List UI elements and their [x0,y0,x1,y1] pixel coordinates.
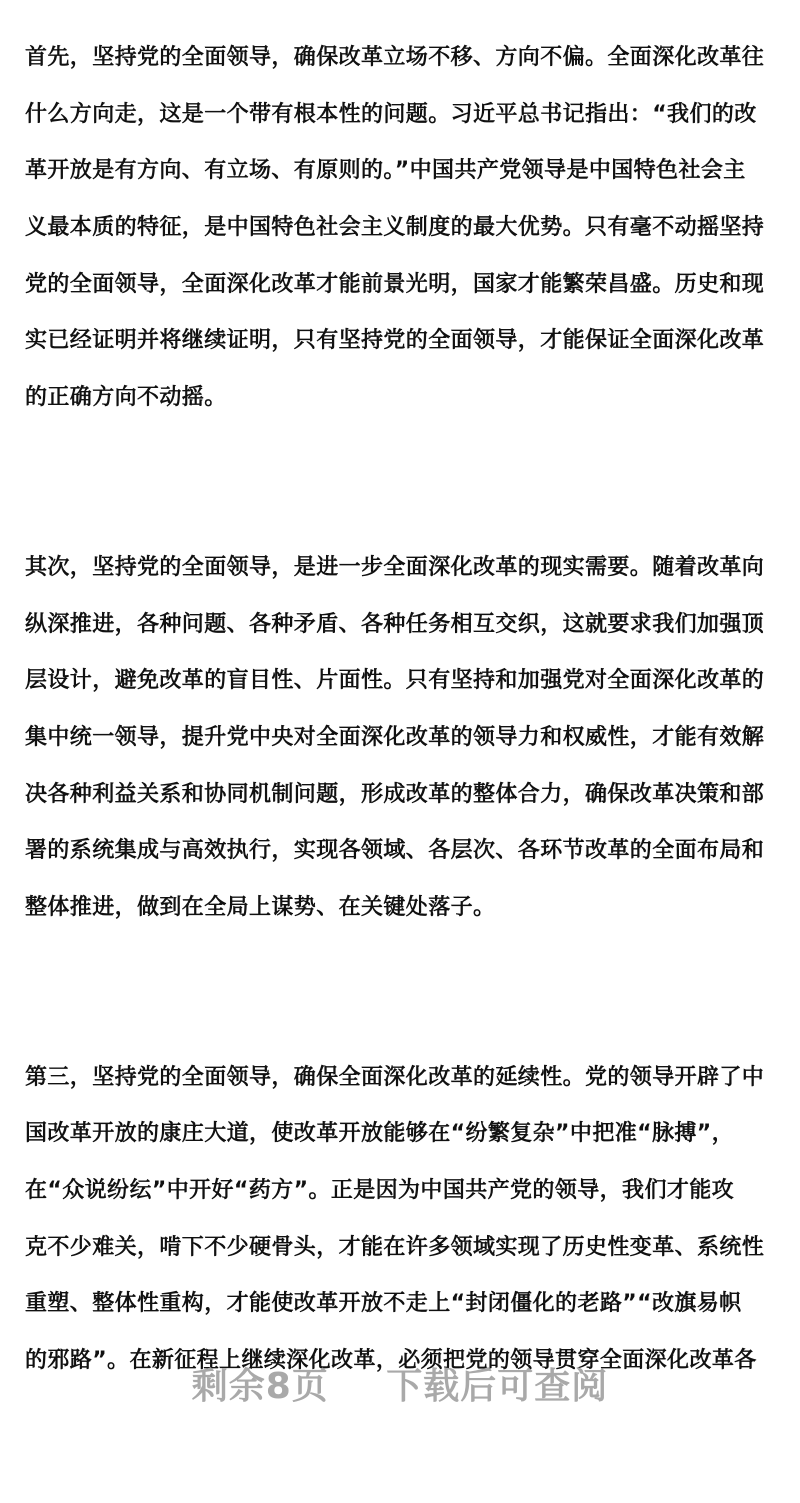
text-line: 整体推进，做到在全局上谋势、在关键处落子。 [25,894,496,920]
remaining-pages-label: 剩余8页 [191,1366,329,1407]
text-line: 重塑、整体性重构，才能使改革开放不走上“封闭僵化的老路”“改旗易帜 [25,1291,742,1317]
text-line: 第三，坚持党的全面领导，确保全面深化改革的延续性。党的领导开辟了中 [25,1064,765,1090]
text-line: 克不少难关，啃下不少硬骨头，才能在许多领域实现了历史性变革、系统性 [25,1234,765,1260]
text-line: 国改革开放的康庄大道，使改革开放能够在“纷繁复杂”中把准“脉搏”， [25,1121,735,1147]
text-line: 集中统一领导，提升党中央对全面深化改革的领导力和权威性，才能有效解 [25,724,765,750]
text-line: 什么方向走，这是一个带有根本性的问题。习近平总书记指出：“我们的改 [25,101,757,127]
text-line: 的正确方向不动摇。 [25,385,227,411]
text-line: 实已经证明并将继续证明，只有坚持党的全面领导，才能保证全面深化改革 [25,328,765,354]
document-body [25,30,785,1503]
text-line: 义最本质的特征，是中国特色社会主义制度的最大优势。只有毫不动摇坚持 [25,215,765,241]
text-line: 首先，坚持党的全面领导，确保改革立场不移、方向不偏。全面深化改革往 [25,45,765,70]
paragraph [25,540,785,937]
text-line: 革开放是有方向、有立场、有原则的。”中国共产党领导是中国特色社会主 [25,158,746,184]
text-line: 在“众说纷纭”中开好“药方”。正是因为中国共产党的领导，我们才能攻 [25,1178,735,1203]
text-line: 署的系统集成与高效执行，实现各领域、各层次、各环节改革的全面布局和 [25,838,765,864]
text-line: 的邪路”。在新征程上继续深化改革，必须把党的领导贯穿全面深化改革各 [25,1348,757,1374]
download-to-view-label[interactable]: 下载后可查阅 [386,1366,609,1407]
text-line: 党的全面领导，全面深化改革才能前景光明，国家才能繁荣昌盛。历史和现 [25,271,765,297]
paragraph [25,1050,785,1390]
text-line: 层设计，避免改革的盲目性、片面性。只有坚持和加强党对全面深化改革的 [25,668,765,694]
text-line: 其次，坚持党的全面领导，是进一步全面深化改革的现实需要。随着改革向 [25,554,765,580]
download-prompt[interactable] [0,1358,800,1409]
paragraph [25,30,785,427]
text-line: 纵深推进，各种问题、各种矛盾、各种任务相互交织，这就要求我们加强顶 [25,611,765,637]
text-line: 决各种利益关系和协同机制问题，形成改革的整体合力，确保改革决策和部 [25,781,765,807]
